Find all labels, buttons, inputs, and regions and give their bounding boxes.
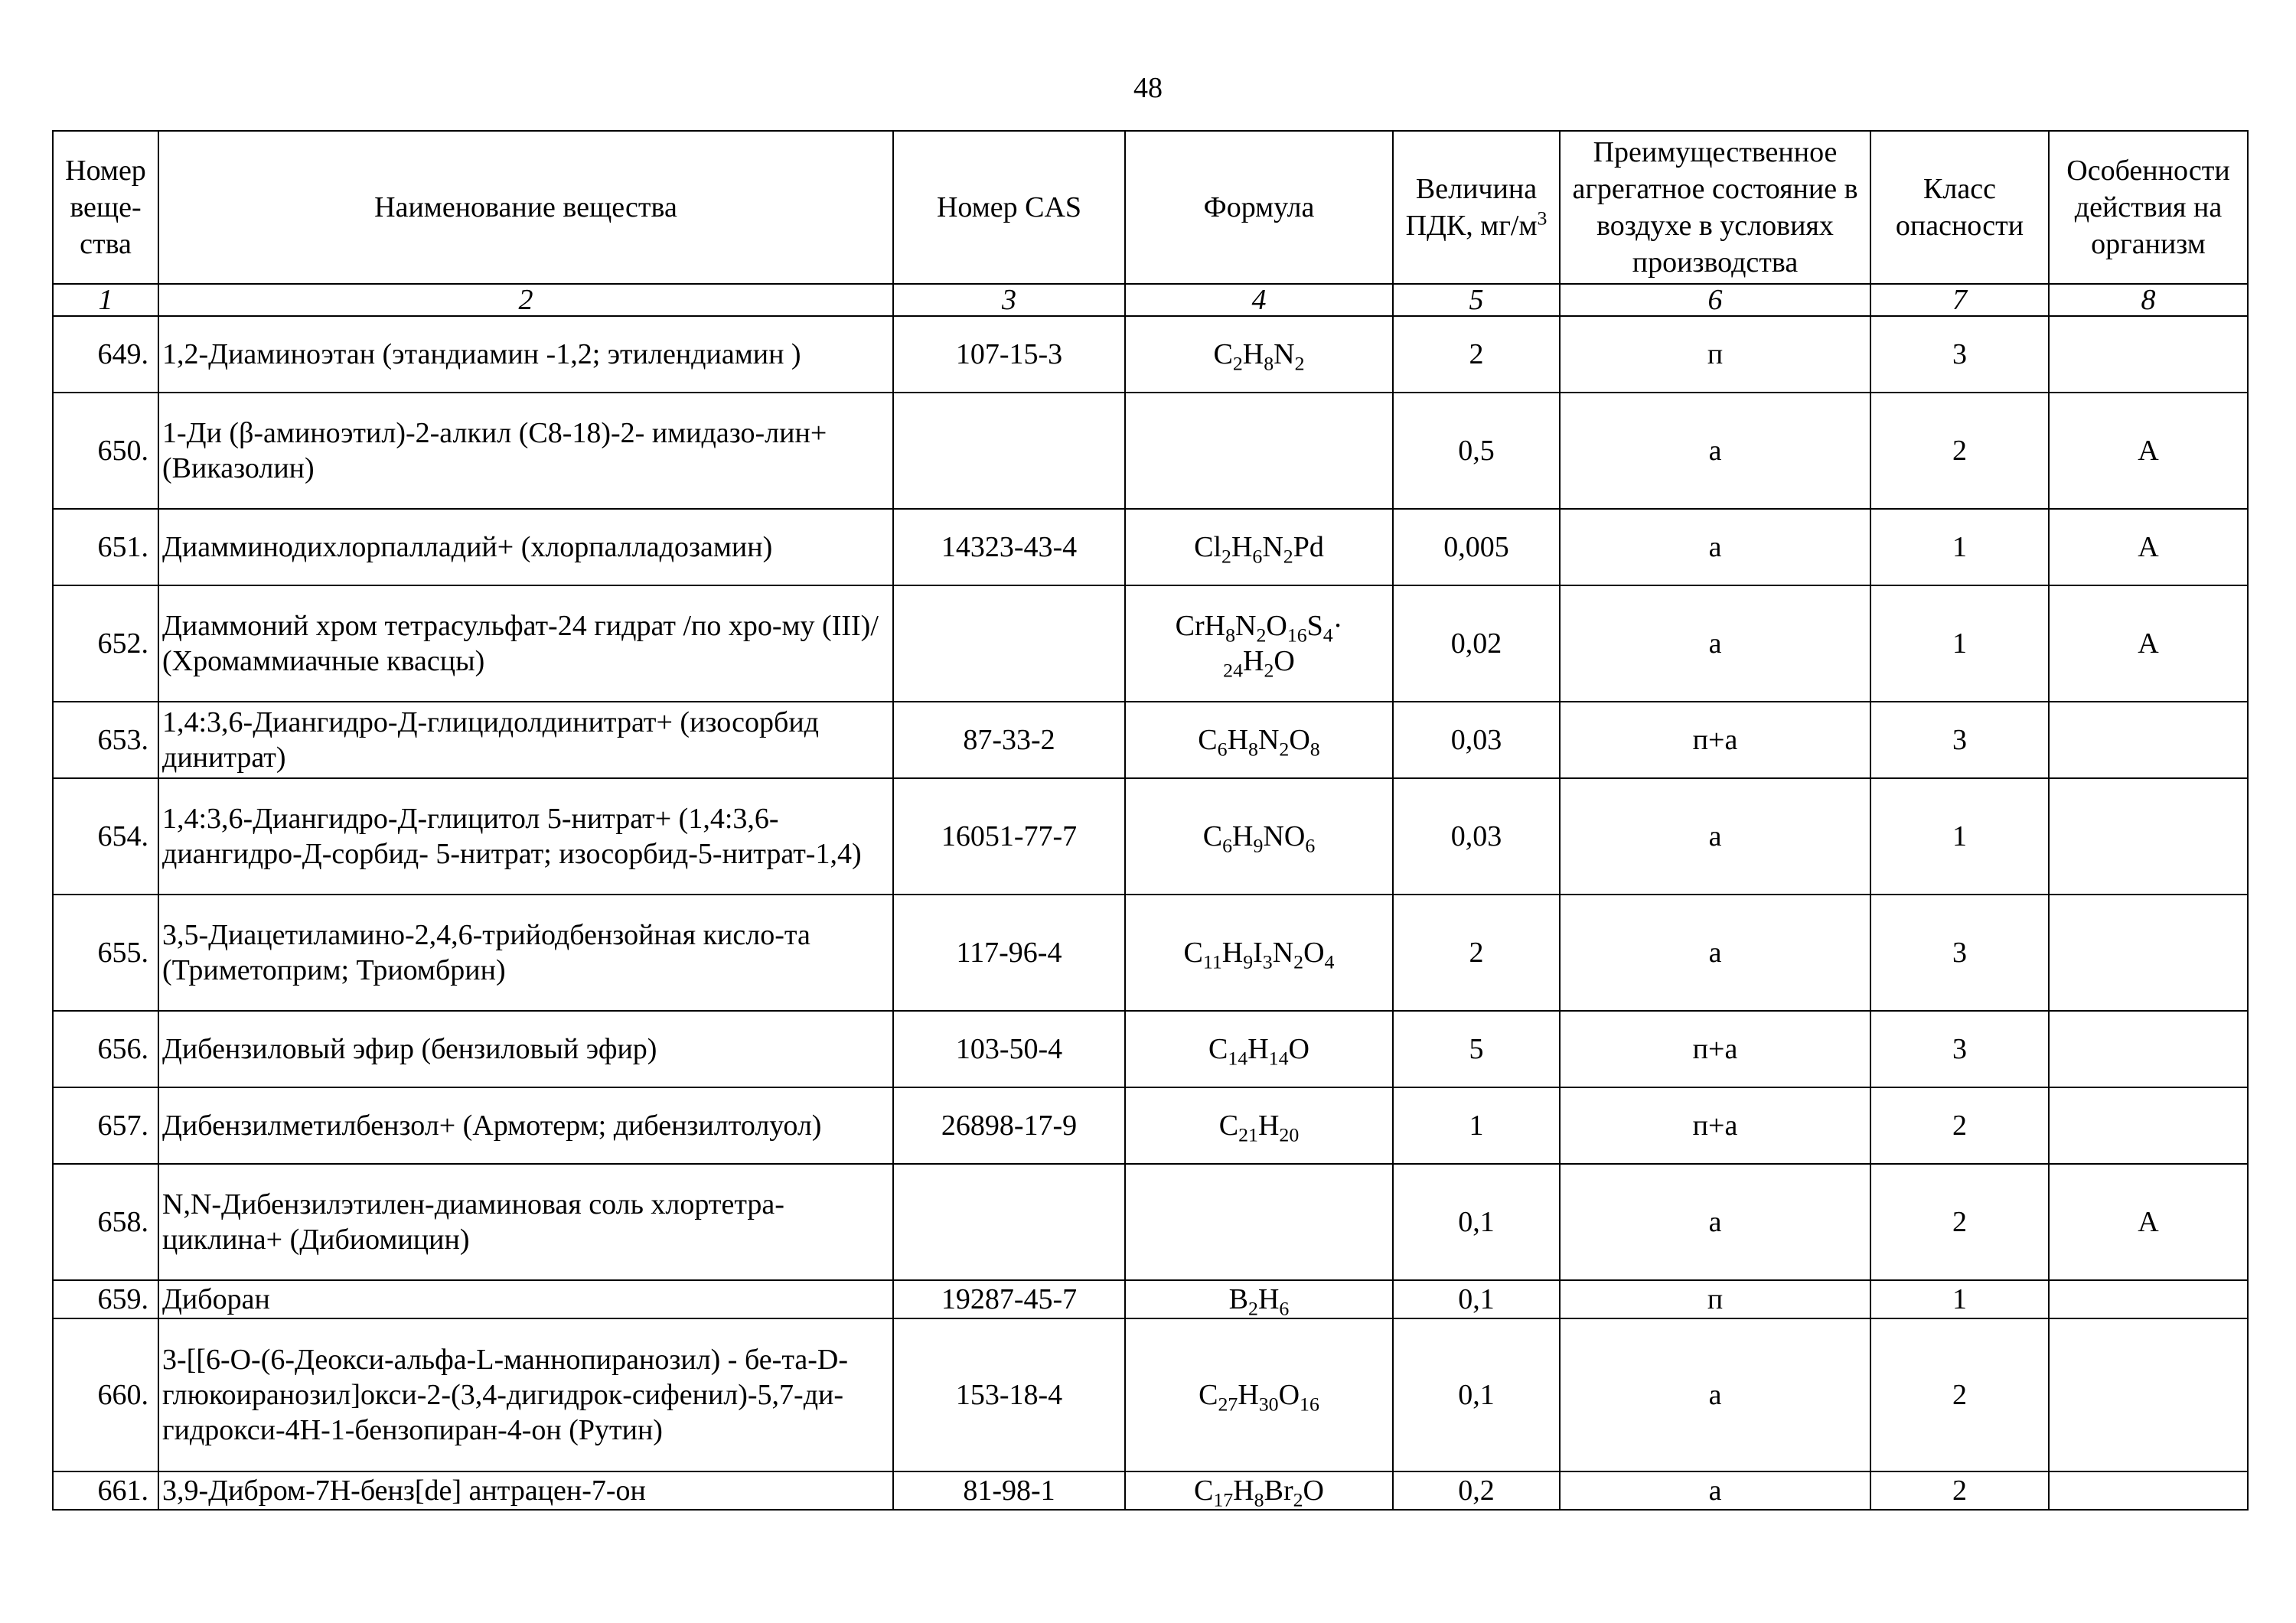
row-number: 654.: [53, 778, 158, 895]
pdk-value: 2: [1393, 316, 1560, 393]
effect-note: [2049, 778, 2248, 895]
formula: $Cl_2H_6N_2Pd$: [1125, 509, 1393, 585]
substance-name: 3,9-Дибром-7Н-бенз[de] антрацен-7-он: [158, 1471, 893, 1510]
aggregate-state: а: [1560, 509, 1870, 585]
table-row: [53, 778, 2248, 895]
aggregate-state: а: [1560, 778, 1870, 895]
formula: $C_6H_8N_2O_8$: [1125, 702, 1393, 778]
table-row: [53, 1164, 2248, 1280]
column-index: 4: [1125, 284, 1393, 316]
substance-name: N,N-Дибензилэтилен-диаминовая соль хлортетра-циклина+ (Дибиомицин): [158, 1164, 893, 1280]
effect-note: [2049, 316, 2248, 393]
header-number: Номер веще-ства: [53, 131, 158, 284]
aggregate-state: а: [1560, 1471, 1870, 1510]
cas-number: 107-15-3: [893, 316, 1125, 393]
aggregate-state: п: [1560, 316, 1870, 393]
table-row: [53, 1011, 2248, 1087]
aggregate-state: а: [1560, 1318, 1870, 1471]
cas-number: [893, 585, 1125, 702]
pdk-value: 0,02: [1393, 585, 1560, 702]
effect-note: А: [2049, 1164, 2248, 1280]
pdk-value: 0,5: [1393, 393, 1560, 509]
table-row: [53, 316, 2248, 393]
row-number: 658.: [53, 1164, 158, 1280]
pdk-value: 0,03: [1393, 778, 1560, 895]
row-number: 659.: [53, 1280, 158, 1318]
aggregate-state: а: [1560, 1164, 1870, 1280]
substance-name: 1-Ди (β-аминоэтил)-2-алкил (С8-18)-2- имидазо-лин+ (Виказолин): [158, 393, 893, 509]
substance-name: Дибензилметилбензол+ (Армотерм; дибензилтолуол): [158, 1087, 893, 1164]
substances-table: [52, 130, 2249, 1511]
page-number: 48: [1133, 72, 1163, 104]
column-index: 7: [1870, 284, 2049, 316]
substance-name: Диборан: [158, 1280, 893, 1318]
pdk-value: 0,005: [1393, 509, 1560, 585]
pdk-value: 0,2: [1393, 1471, 1560, 1510]
hazard-class: 3: [1870, 895, 2049, 1011]
row-number: 651.: [53, 509, 158, 585]
row-number: 650.: [53, 393, 158, 509]
formula: $B_2H_6$: [1125, 1280, 1393, 1318]
pdk-value: 0,1: [1393, 1164, 1560, 1280]
effect-note: [2049, 1280, 2248, 1318]
cas-number: 16051-77-7: [893, 778, 1125, 895]
aggregate-state: п+а: [1560, 1011, 1870, 1087]
hazard-class: 1: [1870, 509, 2049, 585]
aggregate-state: а: [1560, 895, 1870, 1011]
cas-number: 117-96-4: [893, 895, 1125, 1011]
effect-note: [2049, 1087, 2248, 1164]
pdk-value: 0,1: [1393, 1280, 1560, 1318]
effect-note: [2049, 1471, 2248, 1510]
hazard-class: 3: [1870, 316, 2049, 393]
hazard-class: 3: [1870, 1011, 2049, 1087]
substance-name: Диаммоний хром тетрасульфат-24 гидрат /по хро-му (III)/ (Хромаммиачные квасцы): [158, 585, 893, 702]
header-effect: Особенности действия на организм: [2049, 131, 2248, 284]
formula: $C_{14}H_{14}O$: [1125, 1011, 1393, 1087]
header-name: Наименование вещества: [158, 131, 893, 284]
cas-number: 153-18-4: [893, 1318, 1125, 1471]
header-row: [53, 131, 2248, 284]
column-index-row: [53, 284, 2248, 316]
table-row: [53, 585, 2248, 702]
header-formula: Формула: [1125, 131, 1393, 284]
substance-name: 1,4:3,6-Диангидро-Д-глицитол 5-нитрат+ (1,4:3,6-диангидро-Д-сорбид- 5-нитрат; изосорбид-5-нитрат-1,4): [158, 778, 893, 895]
formula: $C_{11}H_9I_3N_2O_4$: [1125, 895, 1393, 1011]
table-row: [53, 509, 2248, 585]
cas-number: 19287-45-7: [893, 1280, 1125, 1318]
cas-number: 26898-17-9: [893, 1087, 1125, 1164]
table-row: [53, 702, 2248, 778]
table-row: [53, 1471, 2248, 1510]
formula: $C_{21}H_{20}$: [1125, 1087, 1393, 1164]
effect-note: [2049, 895, 2248, 1011]
hazard-class: 1: [1870, 778, 2049, 895]
formula: $C_{27}H_{30}O_{16}$: [1125, 1318, 1393, 1471]
row-number: 661.: [53, 1471, 158, 1510]
cas-number: 87-33-2: [893, 702, 1125, 778]
hazard-class: 1: [1870, 1280, 2049, 1318]
cas-number: [893, 393, 1125, 509]
aggregate-state: а: [1560, 393, 1870, 509]
table-row: [53, 895, 2248, 1011]
hazard-class: 3: [1870, 702, 2049, 778]
aggregate-state: а: [1560, 585, 1870, 702]
column-index: 8: [2049, 284, 2248, 316]
formula: $C_6H_9NO_6$: [1125, 778, 1393, 895]
cas-number: 81-98-1: [893, 1471, 1125, 1510]
hazard-class: 2: [1870, 393, 2049, 509]
hazard-class: 2: [1870, 1471, 2049, 1510]
table-row: [53, 393, 2248, 509]
pdk-value: 1: [1393, 1087, 1560, 1164]
header-cas: Номер CAS: [893, 131, 1125, 284]
row-number: 652.: [53, 585, 158, 702]
substance-name: Дибензиловый эфир (бензиловый эфир): [158, 1011, 893, 1087]
column-index: 1: [53, 284, 158, 316]
substance-name: 3-[[6-O-(6-Деокси-альфа-L-маннопиранозил) - бе-та-D-глюкоиранозил]окси-2-(3,4-дигидрок-сифенил)-5,7-ди-гидрокси-4Н-1-бензопиран-4-он (Рутин): [158, 1318, 893, 1471]
table-row: [53, 1087, 2248, 1164]
pdk-value: 0,1: [1393, 1318, 1560, 1471]
header-pdk: Величина ПДК, $мг/м^3$: [1393, 131, 1560, 284]
hazard-class: 1: [1870, 585, 2049, 702]
effect-note: А: [2049, 393, 2248, 509]
substance-name: 3,5-Диацетиламино-2,4,6-трийодбензойная кисло-та (Триметоприм; Триомбрин): [158, 895, 893, 1011]
effect-note: А: [2049, 585, 2248, 702]
pdk-value: 5: [1393, 1011, 1560, 1087]
table-row: [53, 1318, 2248, 1471]
column-index: 5: [1393, 284, 1560, 316]
formula: $C_{17}H_8Br_2O$: [1125, 1471, 1393, 1510]
substance-name: 1,2-Диаминоэтан (этандиамин -1,2; этилендиамин ): [158, 316, 893, 393]
row-number: 653.: [53, 702, 158, 778]
pdk-value: 0,03: [1393, 702, 1560, 778]
row-number: 655.: [53, 895, 158, 1011]
row-number: 656.: [53, 1011, 158, 1087]
aggregate-state: п+а: [1560, 1087, 1870, 1164]
effect-note: [2049, 702, 2248, 778]
row-number: 660.: [53, 1318, 158, 1471]
formula: $C_2H_8N_2$: [1125, 316, 1393, 393]
header-class: Класс опасности: [1870, 131, 2049, 284]
hazard-class: 2: [1870, 1164, 2049, 1280]
header-state: Преимущественное агрегатное состояние в воздухе в условиях производства: [1560, 131, 1870, 284]
formula: $CrH_8N_2O_{16}S_4\cdot$ $_{24}H_2O$: [1125, 585, 1393, 702]
formula: [1125, 1164, 1393, 1280]
hazard-class: 2: [1870, 1318, 2049, 1471]
cas-number: 103-50-4: [893, 1011, 1125, 1087]
cas-number: 14323-43-4: [893, 509, 1125, 585]
formula: [1125, 393, 1393, 509]
row-number: 657.: [53, 1087, 158, 1164]
pdk-value: 2: [1393, 895, 1560, 1011]
effect-note: [2049, 1318, 2248, 1471]
column-index: 2: [158, 284, 893, 316]
aggregate-state: п+а: [1560, 702, 1870, 778]
cas-number: [893, 1164, 1125, 1280]
row-number: 649.: [53, 316, 158, 393]
effect-note: [2049, 1011, 2248, 1087]
column-index: 3: [893, 284, 1125, 316]
substance-name: 1,4:3,6-Диангидро-Д-глицидолдинитрат+ (изосорбид динитрат): [158, 702, 893, 778]
effect-note: А: [2049, 509, 2248, 585]
aggregate-state: п: [1560, 1280, 1870, 1318]
hazard-class: 2: [1870, 1087, 2049, 1164]
substance-name: Диамминодихлорпалладий+ (хлорпалладозамин): [158, 509, 893, 585]
column-index: 6: [1560, 284, 1870, 316]
table-row: [53, 1280, 2248, 1318]
